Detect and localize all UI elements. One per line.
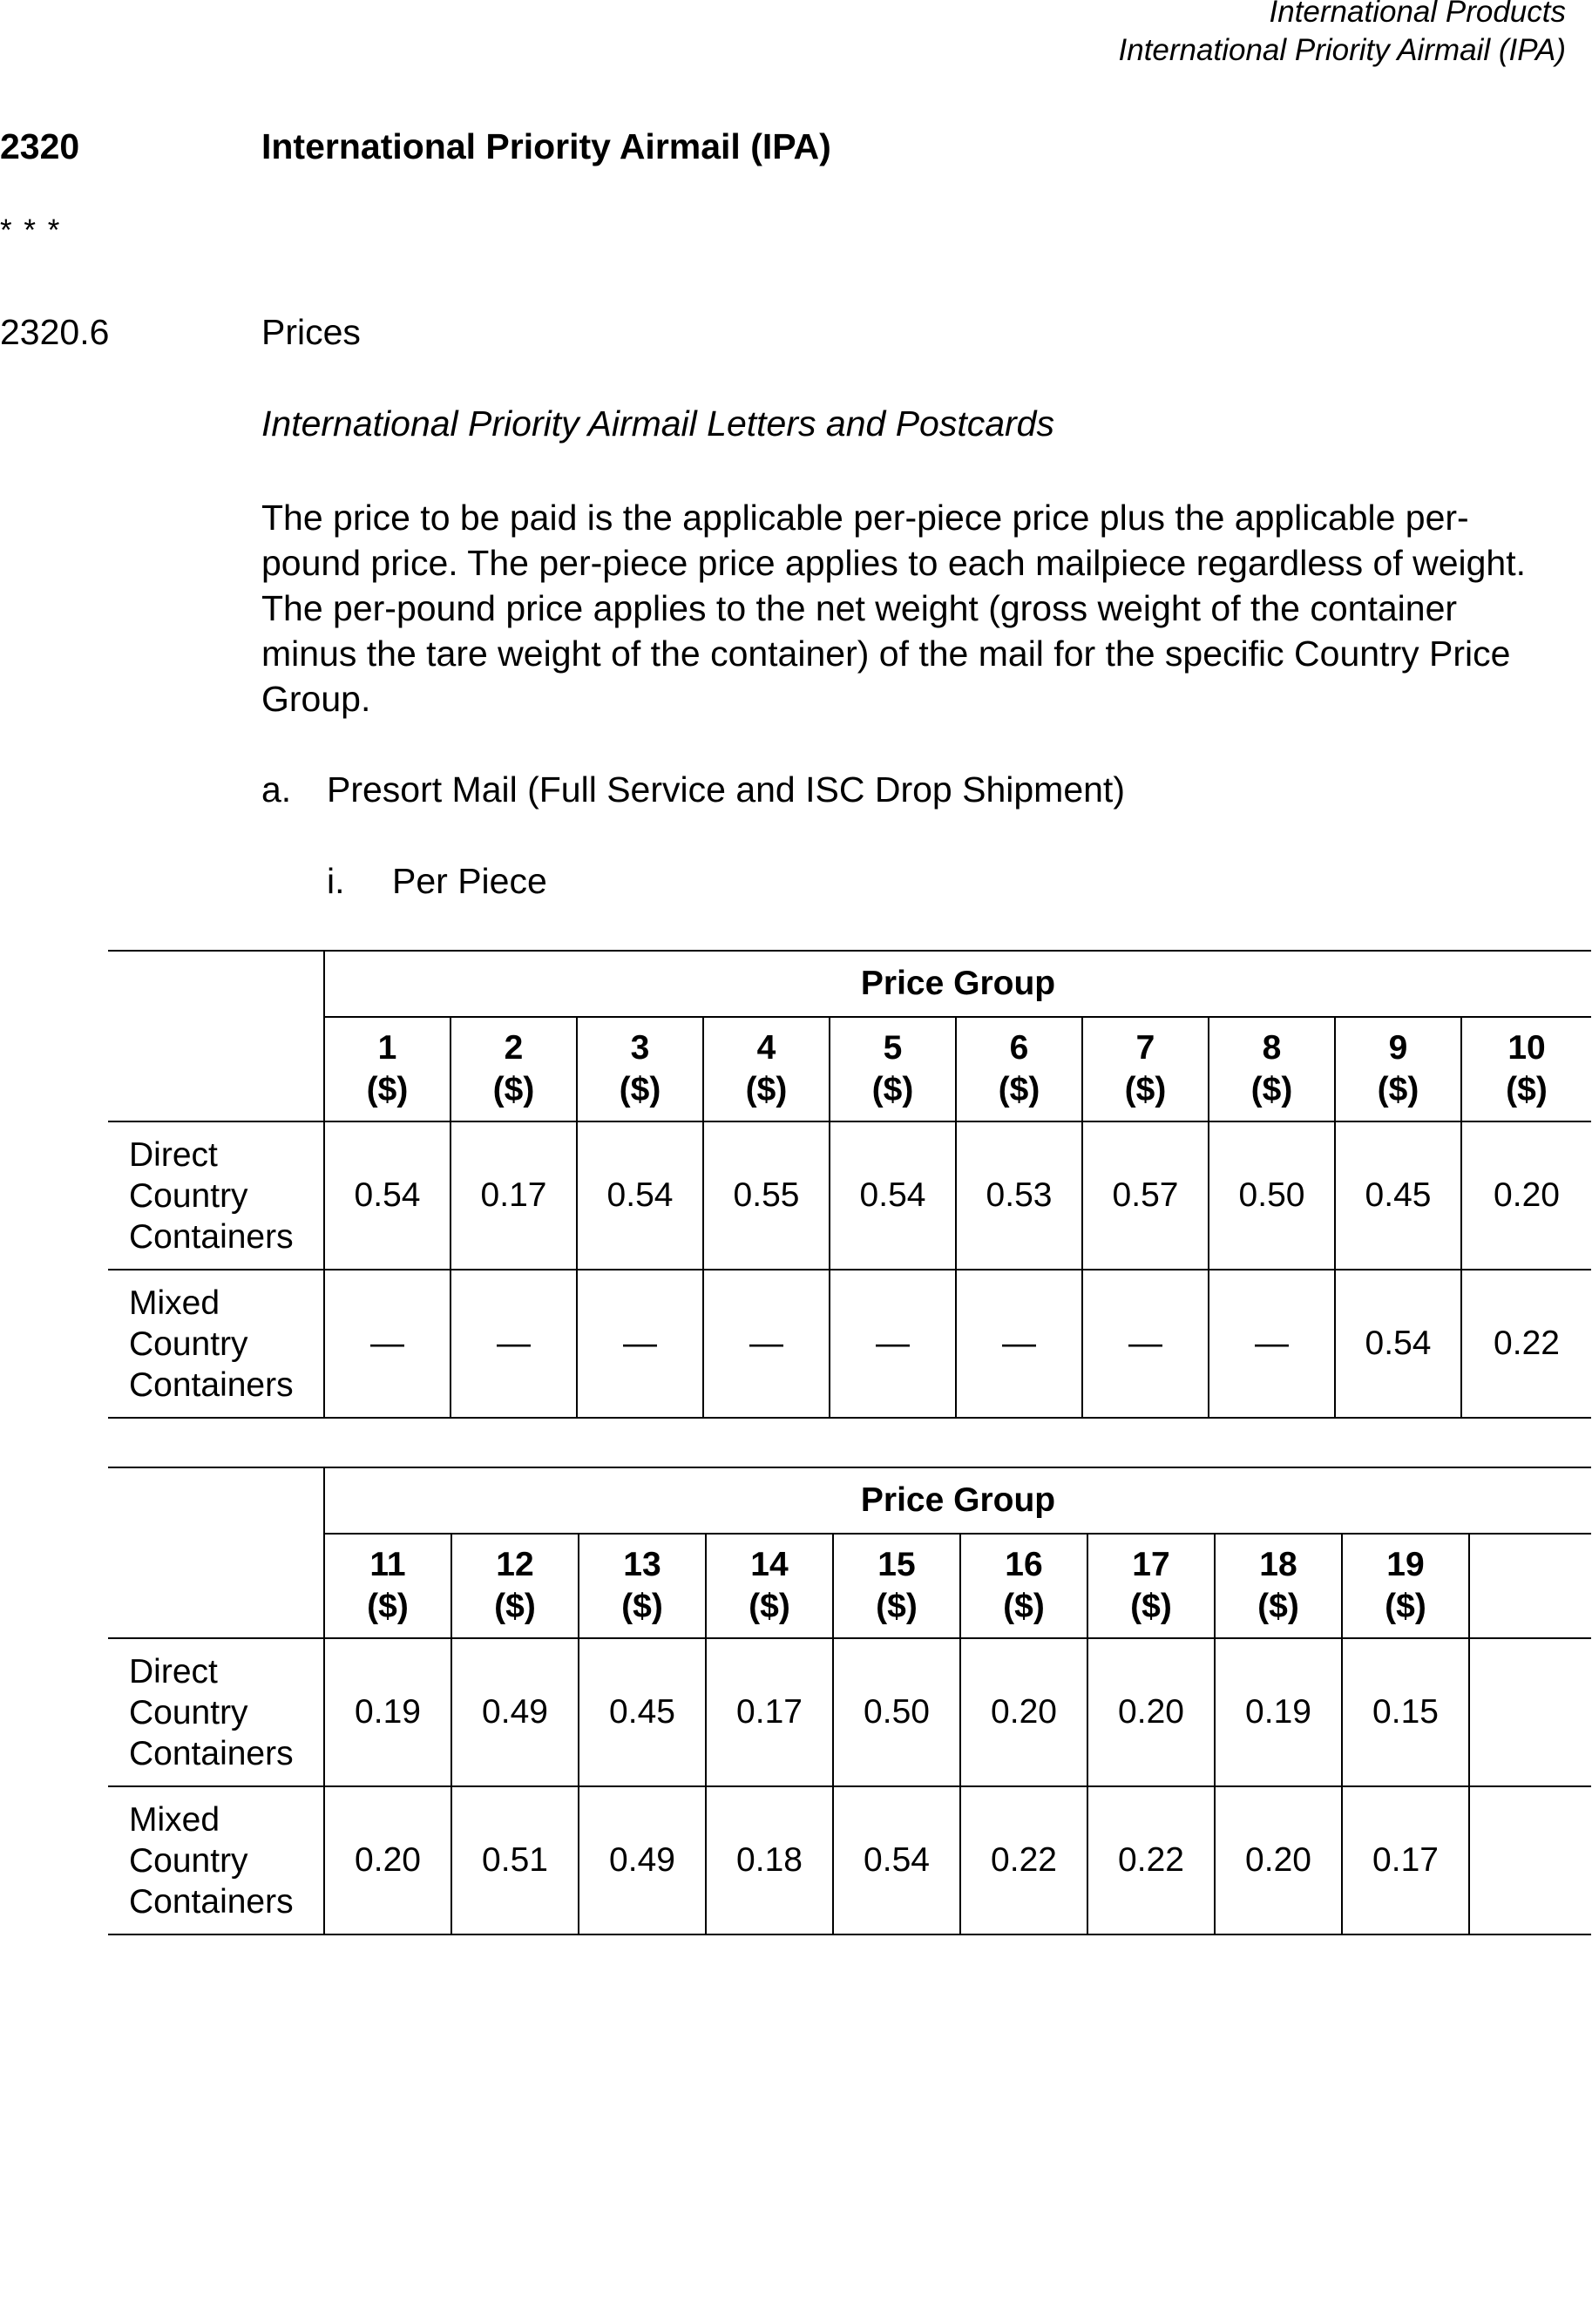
price-cell: 0.18 [706, 1786, 833, 1934]
price-cell: 0.55 [703, 1121, 830, 1270]
price-cell: 0.54 [833, 1786, 960, 1934]
table-row [108, 1270, 1591, 1418]
column-header: 14 ($) [706, 1534, 833, 1638]
price-cell: 0.20 [960, 1638, 1087, 1786]
price-cell: 0.53 [956, 1121, 1082, 1270]
price-cell: 0.57 [1082, 1121, 1209, 1270]
price-cell: — [324, 1270, 451, 1418]
price-cell: 0.49 [579, 1786, 706, 1934]
price-cell: 0.19 [1215, 1638, 1342, 1786]
elision-marker: * * * [0, 213, 62, 247]
price-cell: 0.17 [706, 1638, 833, 1786]
column-header: 3 ($) [577, 1017, 703, 1121]
empty-column-header [1469, 1534, 1591, 1638]
column-header: 15 ($) [833, 1534, 960, 1638]
price-cell: 0.20 [324, 1786, 451, 1934]
column-header: 1 ($) [324, 1017, 451, 1121]
column-header: 5 ($) [830, 1017, 956, 1121]
price-group-header: Price Group [324, 1467, 1591, 1534]
column-header: 16 ($) [960, 1534, 1087, 1638]
column-header: 18 ($) [1215, 1534, 1342, 1638]
list-item-i-label: i. [327, 861, 345, 901]
price-cell: 0.45 [579, 1638, 706, 1786]
header-line-2: International Priority Airmail (IPA) [1118, 33, 1566, 67]
price-cell: 0.17 [1342, 1786, 1469, 1934]
price-cell: 0.54 [577, 1121, 703, 1270]
price-cell: 0.54 [324, 1121, 451, 1270]
price-cell: 0.49 [451, 1638, 579, 1786]
subheading: International Priority Airmail Letters and Postcards [261, 403, 1054, 444]
price-cell: 0.50 [833, 1638, 960, 1786]
row-label: Direct Country Containers [108, 1638, 324, 1786]
price-cell: — [703, 1270, 830, 1418]
column-header: 11 ($) [324, 1534, 451, 1638]
price-cell: — [577, 1270, 703, 1418]
list-item-i-text: Per Piece [392, 861, 547, 901]
row-label: Mixed Country Containers [108, 1270, 324, 1418]
price-cell: 0.19 [324, 1638, 451, 1786]
price-cell: 0.50 [1209, 1121, 1335, 1270]
list-item-a-label: a. [261, 769, 292, 810]
row-label: Direct Country Containers [108, 1121, 324, 1270]
price-cell: — [956, 1270, 1082, 1418]
section-number: 2320 [0, 126, 80, 166]
column-header: 13 ($) [579, 1534, 706, 1638]
table-row [108, 1638, 1591, 1786]
price-cell: — [830, 1270, 956, 1418]
price-cell: 0.22 [1461, 1270, 1591, 1418]
column-header: 9 ($) [1335, 1017, 1461, 1121]
price-cell: 0.17 [451, 1121, 577, 1270]
column-header: 19 ($) [1342, 1534, 1469, 1638]
price-cell: 0.20 [1461, 1121, 1591, 1270]
empty-cell [1469, 1786, 1591, 1934]
list-item-a [261, 769, 1125, 810]
column-header: 8 ($) [1209, 1017, 1335, 1121]
body-paragraph: The price to be paid is the applicable per-piece price plus the applicable per-pound price. The per-piece price applies to each mailpiece regardless of weight. The per-pound price applies to the net weight (gross weight of the container minus the tare weight of the container) of the mail for the specific Country Price Group. [261, 498, 1527, 719]
price-cell: 0.15 [1342, 1638, 1469, 1786]
column-header: 12 ($) [451, 1534, 579, 1638]
column-header: 6 ($) [956, 1017, 1082, 1121]
column-header: 2 ($) [451, 1017, 577, 1121]
price-cell: 0.22 [1087, 1786, 1215, 1934]
stub-header [108, 1467, 324, 1638]
list-item-a-text: Presort Mail (Full Service and ISC Drop Shipment) [327, 769, 1125, 810]
price-cell: 0.45 [1335, 1121, 1461, 1270]
price-cell: — [451, 1270, 577, 1418]
row-label: Mixed Country Containers [108, 1786, 324, 1934]
price-cell: 0.20 [1087, 1638, 1215, 1786]
list-item-i [327, 861, 547, 902]
table-row [108, 1121, 1591, 1270]
column-header: 7 ($) [1082, 1017, 1209, 1121]
column-header: 10 ($) [1461, 1017, 1591, 1121]
section-title: International Priority Airmail (IPA) [261, 126, 831, 166]
price-cell: — [1082, 1270, 1209, 1418]
subsection-title: Prices [261, 312, 361, 352]
price-cell: — [1209, 1270, 1335, 1418]
column-header: 4 ($) [703, 1017, 830, 1121]
price-table-groups-1-10 [108, 950, 1591, 1419]
price-group-header: Price Group [324, 951, 1591, 1017]
price-cell: 0.54 [830, 1121, 956, 1270]
header-line-1: International Products [1269, 0, 1566, 29]
empty-cell [1469, 1638, 1591, 1786]
price-cell: 0.20 [1215, 1786, 1342, 1934]
price-table-groups-11-19 [108, 1467, 1591, 1935]
stub-header [108, 951, 324, 1121]
column-header: 17 ($) [1087, 1534, 1215, 1638]
price-cell: 0.51 [451, 1786, 579, 1934]
table-row [108, 1786, 1591, 1934]
running-header [1119, 0, 1566, 70]
subsection-number: 2320.6 [0, 312, 110, 352]
price-cell: 0.22 [960, 1786, 1087, 1934]
price-cell: 0.54 [1335, 1270, 1461, 1418]
